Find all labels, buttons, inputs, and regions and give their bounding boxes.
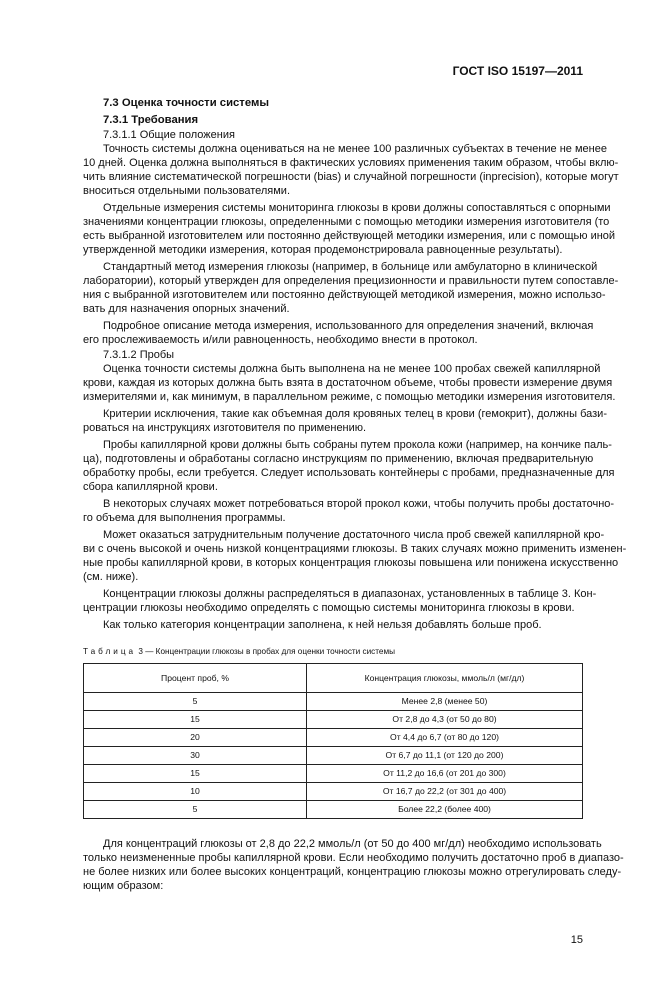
text-line: (см. ниже). bbox=[83, 571, 139, 583]
table-row bbox=[84, 729, 583, 747]
glucose-concentration-table bbox=[83, 663, 583, 819]
table-row bbox=[84, 693, 583, 711]
text-line: его прослеживаемость и/или равноценность, необходимо внести в протокол. bbox=[83, 334, 478, 346]
text-line: сбора капиллярной крови. bbox=[83, 481, 218, 493]
text-line: есть выбранной изготовителем или постоянно действующей методики измерения, или с помощью иной bbox=[83, 230, 616, 242]
text-line: ющим образом: bbox=[83, 880, 164, 892]
paragraph bbox=[83, 528, 627, 584]
text-line: Подробное описание метода измерения, использованного для определения значений, включая bbox=[103, 320, 594, 332]
clause-heading: 7.3.1.2 Пробы bbox=[103, 349, 175, 361]
document-header: ГОСТ ISO 15197—2011 bbox=[452, 64, 583, 78]
concentration-cell: От 4,4 до 6,7 (от 80 до 120) bbox=[307, 729, 583, 747]
text-line: вать для назначения опорных значений. bbox=[83, 303, 290, 315]
paragraph bbox=[83, 837, 624, 893]
table-caption-label: Таблица bbox=[83, 647, 137, 656]
concentration-cell: От 16,7 до 22,2 (от 301 до 400) bbox=[307, 783, 583, 801]
table-header-row bbox=[84, 664, 583, 693]
table-row bbox=[84, 801, 583, 819]
concentration-cell: От 11,2 до 16,6 (от 201 до 300) bbox=[307, 765, 583, 783]
paragraph bbox=[83, 319, 594, 347]
text-line: Стандартный метод измерения глюкозы (например, в больнице или амбулаторно в клинической bbox=[103, 261, 598, 273]
text-line: Точность системы должна оцениваться на не менее 100 различных субъектах в течение не менее bbox=[103, 143, 607, 155]
percent-cell: 15 bbox=[84, 711, 307, 729]
table-row bbox=[84, 711, 583, 729]
percent-cell: 10 bbox=[84, 783, 307, 801]
table-row bbox=[84, 783, 583, 801]
paragraphs-samples bbox=[83, 362, 627, 632]
paragraph bbox=[83, 201, 616, 257]
text-line: ви с очень высокой и очень низкой концентрациями глюкозы. В таких случаях можно применить изменен- bbox=[83, 543, 627, 555]
paragraph bbox=[83, 497, 615, 525]
concentration-cell: От 2,8 до 4,3 (от 50 до 80) bbox=[307, 711, 583, 729]
table-caption bbox=[83, 646, 583, 657]
text-line: Оценка точности системы должна быть выполнена на не менее 100 пробах свежей капиллярной bbox=[103, 363, 601, 375]
text-line: Для концентраций глюкозы от 2,8 до 22,2 ммоль/л (от 50 до 400 мг/дл) необходимо использовать bbox=[103, 838, 602, 850]
table-row bbox=[84, 765, 583, 783]
table-row bbox=[84, 747, 583, 765]
paragraph bbox=[83, 438, 615, 494]
column-header: Концентрация глюкозы, ммоль/л (мг/дл) bbox=[307, 664, 583, 693]
percent-cell: 5 bbox=[84, 801, 307, 819]
text-line: Концентрации глюкозы должны распределяться в диапазонах, установленных в таблице 3. Кон- bbox=[103, 588, 597, 600]
text-line: не более низких или более высоких концентраций, концентрацию глюкозы можно отрегулировать следу- bbox=[83, 866, 622, 878]
text-line: измерителями и, как минимум, в параллельном режиме, с помощью методики измерения изготовителя. bbox=[83, 391, 616, 403]
document-body bbox=[83, 0, 627, 987]
page-number: 15 bbox=[570, 934, 583, 946]
paragraph bbox=[83, 407, 607, 435]
percent-cell: 5 bbox=[84, 693, 307, 711]
paragraph bbox=[83, 362, 616, 404]
percent-cell: 30 bbox=[84, 747, 307, 765]
text-line: Как только категория концентрации заполнена, к ней нельзя добавлять больше проб. bbox=[103, 619, 542, 631]
text-line: ния с выбранной изготовителем или постоянно действующей методикой измерения, можно использо- bbox=[83, 289, 606, 301]
percent-cell: 20 bbox=[84, 729, 307, 747]
paragraph bbox=[83, 618, 583, 632]
clause-heading: 7.3.1.1 Общие положения bbox=[103, 129, 235, 141]
paragraph bbox=[83, 587, 597, 615]
subsection-heading: 7.3.1 Требования bbox=[103, 114, 199, 126]
text-line: обработку пробы, если требуется. Следует использовать контейнеры с пробами, предназначенные для bbox=[83, 467, 615, 479]
concentration-cell: От 6,7 до 11,1 (от 120 до 200) bbox=[307, 747, 583, 765]
text-line: Отдельные измерения системы мониторинга глюкозы в крови должны сопоставляться с опорными bbox=[103, 202, 611, 214]
text-line: го объема для выполнения программы. bbox=[83, 512, 286, 524]
paragraphs-general bbox=[83, 142, 619, 347]
text-line: вноситься отдельными пользователями. bbox=[83, 185, 290, 197]
text-line: лаборатории), который утвержден для определения прецизионности и правильности путем сопоставле- bbox=[83, 275, 619, 287]
text-line: роваться на инструкциях изготовителя по применению. bbox=[83, 422, 367, 434]
paragraph bbox=[83, 142, 619, 198]
section-heading: 7.3 Оценка точности системы bbox=[103, 97, 269, 109]
text-line: центрации глюкозы необходимо определять с помощью системы мониторинга глюкозы в крови. bbox=[83, 602, 575, 614]
concentration-cell: Более 22,2 (более 400) bbox=[307, 801, 583, 819]
paragraph bbox=[83, 260, 619, 316]
text-line: крови, каждая из которых должна быть взята в достаточном объеме, чтобы провести измерение двумя bbox=[83, 377, 613, 389]
text-line: Может оказаться затруднительным получение достаточного числа проб свежей капиллярной кро- bbox=[103, 529, 605, 541]
text-line: ца), подготовлены и обработаны согласно инструкциям по применению, включая предварительную bbox=[83, 453, 594, 465]
text-line: Пробы капиллярной крови должны быть собраны путем прокола кожи (например, на кончике паль- bbox=[103, 439, 612, 451]
table-caption-text: 3 — Концентрации глюкозы в пробах для оценки точности системы bbox=[138, 647, 395, 656]
text-line: только неизмененные пробы капиллярной крови. Если необходимо получить достаточно проб в диапазо- bbox=[83, 852, 624, 864]
concentration-cell: Менее 2,8 (менее 50) bbox=[307, 693, 583, 711]
text-line: утвержденной методики измерения, которая продемонстрировала равноценные результаты). bbox=[83, 244, 563, 256]
text-line: ные пробы капиллярной крови, в которых концентрация глюкозы повышена или понижена искусственно bbox=[83, 557, 619, 569]
percent-cell: 15 bbox=[84, 765, 307, 783]
text-line: 10 дней. Оценка должна выполняться в фактических условиях применения таким образом, чтобы вклю- bbox=[83, 157, 619, 169]
text-line: В некоторых случаях может потребоваться второй прокол кожи, чтобы получить пробы достаточно- bbox=[103, 498, 615, 510]
text-line: чить влияние систематической погрешности (bias) и случайной погрешности (inprecision), которые могут bbox=[83, 171, 619, 183]
column-header: Процент проб, % bbox=[84, 664, 307, 693]
text-line: Критерии исключения, такие как объемная доля кровяных телец в крови (гемокрит), должны бази- bbox=[103, 408, 607, 420]
text-line: значениями концентрации глюкозы, определенными с помощью методики измерения изготовителя (то bbox=[83, 216, 610, 228]
paragraph-after-table bbox=[83, 837, 624, 893]
